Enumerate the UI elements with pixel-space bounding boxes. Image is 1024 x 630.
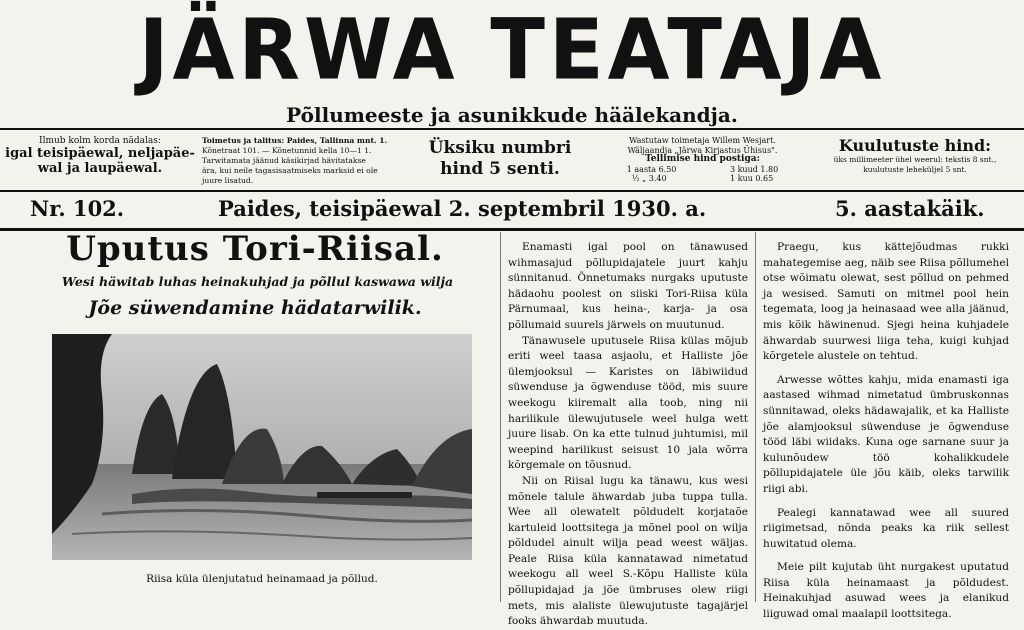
column-divider: [755, 232, 756, 602]
article-paragraph: Enamasti igal pool on tänawused wihmasajud põllupidajatele juurt kahju sünnitanud. Õnnetumaks nurgaks uputuste hädaohu poolest on siiski Tori-Riisa küla Pärnumaal, kus heina-, karja- ja osa põllumaid suurels järwels on muutunud.: [508, 241, 748, 331]
subscription-price: 1 kuu 0.65: [730, 174, 774, 184]
subscription-row: [600, 165, 805, 175]
ads-box: [810, 136, 1020, 175]
dateline: [0, 190, 1024, 231]
office-line: ära, kui neile tagasisaatmiseks marksid ei ole: [202, 166, 378, 175]
ads-line: üks millimeeter ühel weerul: tekstis 8 snt.,: [833, 155, 997, 164]
subscription-row: [600, 174, 805, 184]
office-box: [202, 136, 402, 186]
schedule-line: Ilmub kolm korda nädalas:: [39, 136, 161, 146]
article-paragraph: Pealegi kannatawad wee all suured riigimetsad, nõnda peaks ka riik sellest huwitatud olema.: [763, 506, 1009, 550]
article-headline: Uputus Tori-Riisal.: [66, 229, 444, 269]
editor-line: Wastutaw toimetaja Willem Wesjart.: [629, 136, 776, 145]
info-bar: [0, 128, 1024, 190]
masthead-title: JÄRWA TEATAJA: [138, 0, 886, 99]
editor-line: Wäljaandja „Järwa Kirjastus Ühisus".: [627, 145, 778, 155]
flood-photo-image: [52, 334, 472, 560]
article-paragraph: Praegu, kus kättejõudmas rukki mahategemise aeg, näib see Riisa põllumehel otse wõimatu olewat, sest põllud on pehmed ja wesised. Samuti on mitmel pool hein tegemata, loog ja heinasaad wee alla jäänud, mis kõik häwinenud. Sjegi heina kuhjadele ähwardab suurwesi liiga teha, kuigi kuhjad kõrgetele alustele on tehtud.: [763, 241, 1009, 363]
office-line: Toimetus ja talitus: Paides, Tallinna mnt. 1.: [202, 136, 388, 145]
editor-box: [600, 136, 805, 184]
article-column-3: [763, 240, 1009, 623]
place-date: Paides, teisipäewal 2. septembril 1930. a.: [218, 196, 707, 221]
photo-caption: Riisa küla ülenjutatud heinamaad ja põllud.: [146, 573, 378, 585]
issue-number: Nr. 102.: [30, 196, 125, 221]
ads-title: Kuulutuste hind:: [838, 136, 992, 155]
article-paragraph: Nii on Riisal lugu ka tänawu, kus wesi mõnele talule ähwardab juba tuppa tulla. Wee all olewatelt põldudelt korjataõe kartuleid loottsitega ja mõnel pool on wilja põldudel ainult wilja pead weest wäljas. Peale Riisa küla kannatawad nimetatud weekogu all weel S.-Kõpu Halliste küla põllupidajad ja jõe ümbruses olew riigi mets, mis alaliste ülewujutuste tagajärjel fooks ähwardab muutuda.: [508, 474, 748, 628]
subscription-title: Tellimise hind postiga:: [645, 154, 760, 165]
article-subheadline: Wesi häwitab luhas heinakuhjad ja põllul kaswawa wilja: [61, 274, 454, 289]
office-line: Kõnetraat 101. — Kõnetunnid kella 10—1 1.: [202, 146, 372, 155]
schedule-line: igal teisipäewal, neljapäe-: [5, 146, 195, 161]
price-line: hind 5 senti.: [440, 159, 560, 179]
price-line: Üksiku numbri: [428, 138, 572, 158]
volume-year: 5. aastakäik.: [835, 196, 985, 221]
flood-photo: [52, 334, 472, 560]
article-paragraph: Meie pilt kujutab üht nurgakest uputatud Riisa küla heinamaast ja põldudest. Heinakuhjad asuwad wees ja elanikud liiguwad omal maalapil loottsitega.: [763, 561, 1009, 621]
subscription-price: 1 aasta 6.50: [626, 164, 677, 174]
article-paragraph: Tänawusele uputusele Riisa külas mõjub eriti weel taasa asjaolu, et Halliste jõe ülemjooksul — Karistes on läbiwiidud süwenduse ja õgwenduse tööd, mis suure weekogu kiiremalt alla toob, ning nii harilikule ülewujutusele weel hulga wett juure lisab. On ka ette tulnud juhtumisi, mil weepind harilikust seisust 10 jala wõrra kõrgemale on tõusnud.: [508, 334, 748, 472]
subscription-price: 3 kuud 1.80: [729, 164, 779, 174]
article-column-2: [508, 240, 748, 630]
masthead-subtitle: Põllumeeste ja asunikkude häälekandja.: [286, 103, 738, 127]
article-paragraph: Arwesse wõttes kahju, mida enamasti iga aastased wihmad nimetatud ümbruskonnas sünnitawad, oleks hädawajalik, et ka Halliste jõe alamjooksul süwenduse je õgwenduse tööd läbi wiidaks. Kuna oge sarnane suur ja kulunõudew töö kohalikkudele põllupidajatele üle jõu käib, oleks tarwilik riigi abi.: [763, 373, 1009, 495]
office-line: Tarwitamata jäänud käsikirjad hävitatakse: [202, 156, 366, 165]
column-divider: [500, 232, 501, 602]
office-line: juure lisatud.: [202, 176, 254, 185]
schedule-box: [2, 136, 198, 176]
price-box: [410, 138, 590, 180]
article-deck: Jõe süwendamine hädatarwilik.: [88, 297, 422, 319]
schedule-line: wal ja laupäewal.: [37, 161, 163, 176]
subscription-price: ½ „ 3.40: [631, 174, 667, 184]
ads-line: kuulutuste leheküljel 5 snt.: [863, 165, 967, 174]
